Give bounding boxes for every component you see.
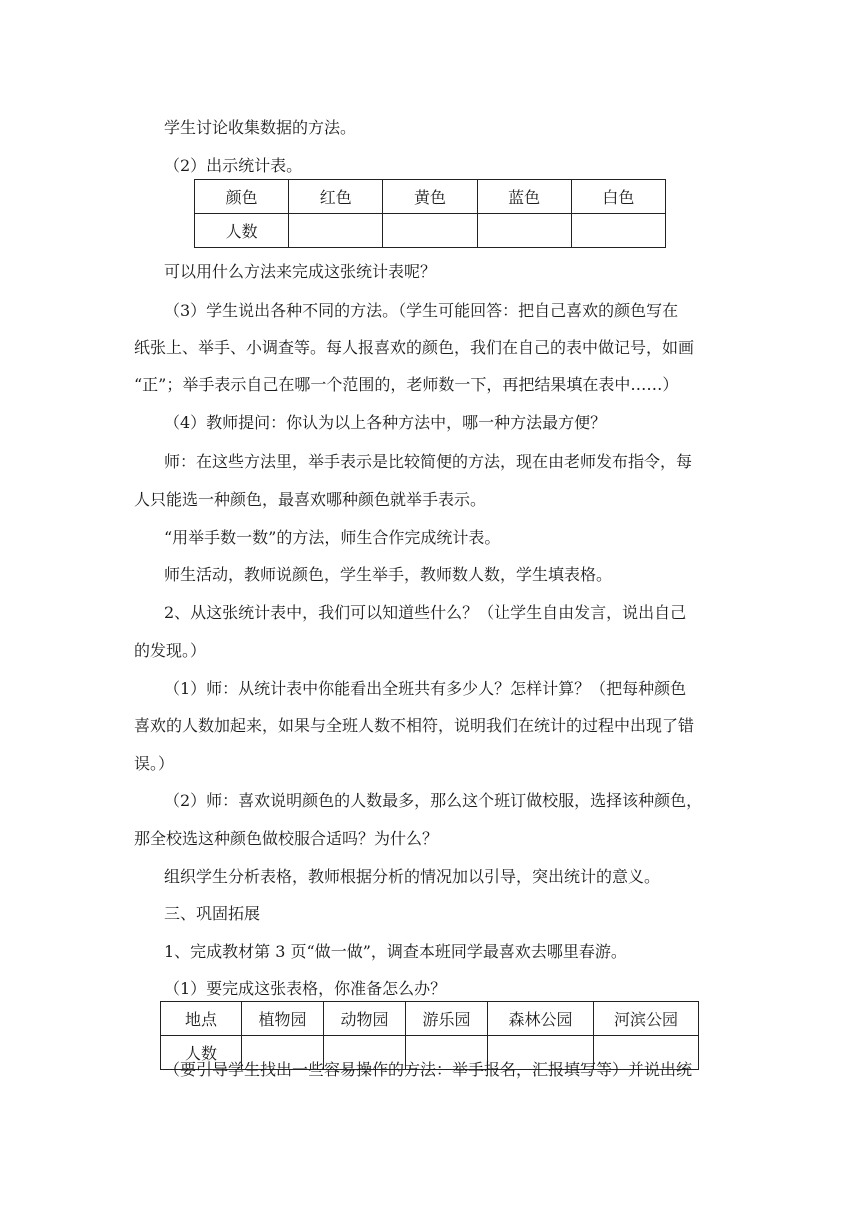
text-line: 可以用什么方法来完成这张统计表呢？ [164,262,437,281]
text-line: 那全校选这种颜色做校服合适吗？为什么？ [134,829,439,848]
table-cell: 白色 [571,180,665,214]
text-line: （2）出示统计表。 [164,156,303,175]
text-line: “正”；举手表示自己在哪一个范围的，老师数一下，再把结果填在表中……） [134,375,679,394]
text-line: 组织学生分析表格，教师根据分析的情况加以引导，突出统计的意义。 [164,867,661,886]
text-line: 师：在这些方法里，举手表示是比较简便的方法，现在由老师发布指令，每 [164,452,693,471]
color-stat-table [194,179,666,248]
text-line: 1、完成教材第 3 页“做一做”，调查本班同学最喜欢去哪里春游。 [164,942,627,961]
table-cell: 森林公园 [488,1002,594,1036]
table-cell-empty [383,214,477,248]
text-line: 喜欢的人数加起来，如果与全班人数不相符，说明我们在统计的过程中出现了错 [134,716,695,735]
table-cell-empty [571,214,665,248]
text-line: 师生活动，教师说颜色，学生举手，教师数人数，学生填表格。 [164,565,613,584]
text-line: “用举手数一数”的方法，师生合作完成统计表。 [164,528,501,547]
table-cell: 游乐园 [406,1002,488,1036]
text-line: （1）师：从统计表中你能看出全班共有多少人？怎样计算？（把每种颜色 [164,679,687,698]
text-line: 的发现。） [134,641,207,660]
table-cell: 黄色 [383,180,477,214]
text-line: （2）师：喜欢说明颜色的人数最多，那么这个班订做校服，选择该种颜色， [164,791,703,810]
table-header-row [161,1002,699,1036]
text-line: 纸张上、举手、小调查等。每人报喜欢的颜色，我们在自己的表中做记号，如画 [134,338,695,357]
table-cell: 人数 [161,1036,242,1070]
table-cell: 红色 [289,180,383,214]
table-cell-empty [477,214,571,248]
text-line: （4）教师提问：你认为以上各种方法中，哪一种方法最方便？ [164,413,607,432]
table-cell: 人数 [195,214,289,248]
section-heading: 三、巩固拓展 [164,904,261,923]
table-header-row [195,180,666,214]
text-line: 2、从这张统计表中，我们可以知道些什么？（让学生自由发言，说出自己 [164,603,687,622]
table-cell: 地点 [161,1002,242,1036]
text-line: 学生讨论收集数据的方法。 [164,118,357,137]
table-cell: 动物园 [324,1002,406,1036]
table-cell: 植物园 [242,1002,324,1036]
table-cell: 河滨公园 [594,1002,699,1036]
text-line: （3）学生说出各种不同的方法。（学生可能回答：把自己喜欢的颜色写在 [164,301,679,320]
table-cell: 颜色 [195,180,289,214]
table-cell-empty [289,214,383,248]
table-row [195,214,666,248]
text-line: （要引导学生找出一些容易操作的方法：举手报名，汇报填写等）并说出统 [164,1060,693,1079]
text-line: 误。） [134,754,175,773]
text-line: （1）要完成这张表格，你准备怎么办？ [164,979,447,998]
text-line: 人只能选一种颜色，最喜欢哪种颜色就举手表示。 [134,490,487,509]
table-cell: 蓝色 [477,180,571,214]
